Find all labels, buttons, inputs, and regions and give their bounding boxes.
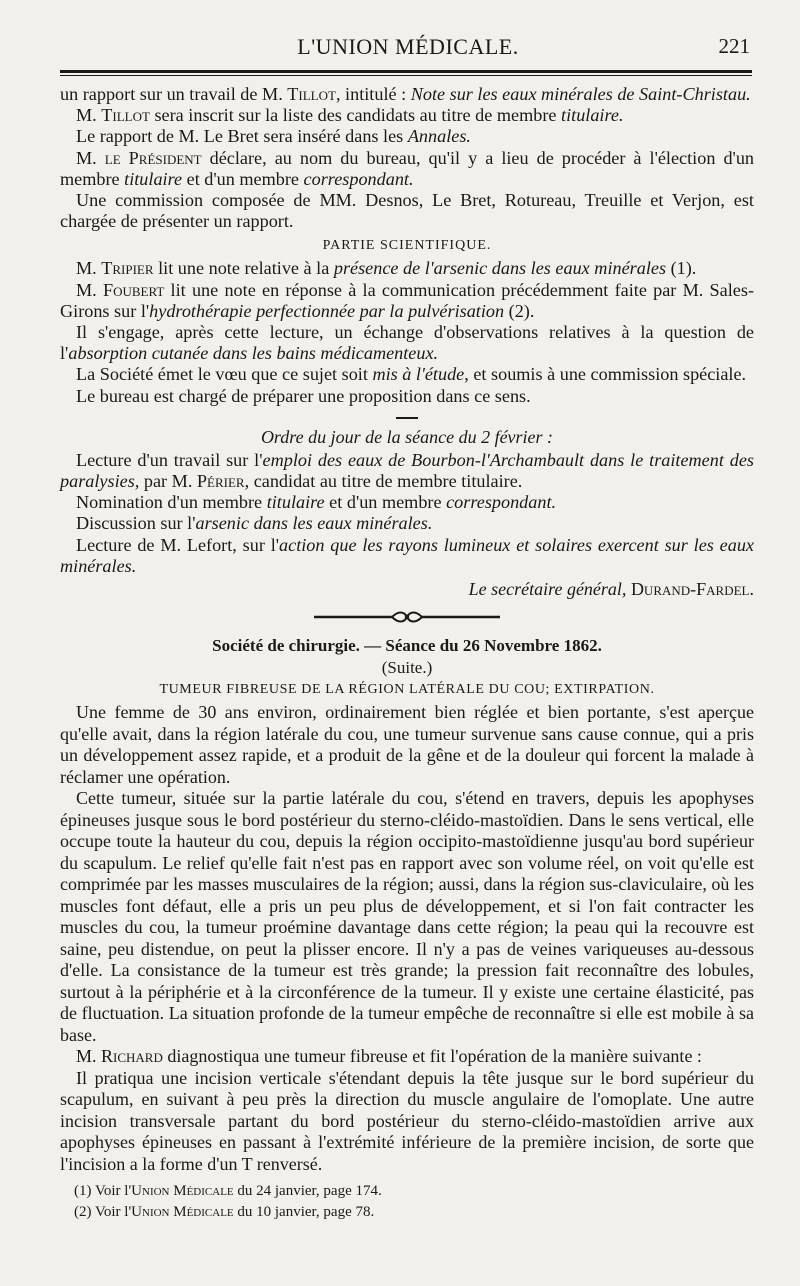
article-heading: TUMEUR FIBREUSE DE LA RÉGION LATÉRALE DU COU; EXTIRPATION. — [159, 682, 655, 698]
footnote-2: (2) Voir l'Union Médicale du 10 janvier, page 78. — [74, 1204, 375, 1221]
page-header — [66, 34, 750, 64]
minutes-paragraph-5: Une commission composée de MM. Desnos, Le Bret, Rotureau, Treuille et Verjon, est chargée de présenter un rapport. — [60, 190, 754, 232]
header-rule-thin — [60, 75, 752, 76]
person-name: Tillot — [287, 84, 336, 104]
article-paragraph-3: M. Richard diagnostiqua une tumeur fibreuse et fit l'opération de la manière suivante : — [76, 1046, 702, 1067]
section-divider — [396, 417, 418, 419]
agenda-item-4: Lecture de M. Lefort, sur l'action que les rayons lumineux et solaires exercent sur les eaux minérales. — [60, 534, 754, 576]
suite-label: (Suite.) — [381, 658, 433, 678]
article-paragraph-1: Une femme de 30 ans environ, ordinairement bien réglée et bien portante, s'est aperçue qu'elle avait, dans la région latérale du cou, une tumeur survenue sans cause connue, qui a pris un développement assez rapide, et a produit de la gêne et de la douleur qui forcent la malade à réclamer une opération. — [60, 702, 754, 787]
agenda-title: Ordre du jour de la séance du 2 février : — [260, 426, 554, 447]
signature: Le secrétaire général, Durand-Fardel. — [468, 579, 754, 600]
ornament-divider — [312, 610, 502, 624]
science-paragraph-5: Le bureau est chargé de préparer une proposition dans ce sens. — [76, 385, 531, 406]
society-title: Société de chirurgie. — Séance du 26 Novembre 1862. — [212, 636, 602, 656]
minutes-paragraph-3: Le rapport de M. Le Bret sera inséré dans les Annales. — [76, 126, 471, 147]
article-paragraph-4: Il pratiqua une incision verticale s'étendant depuis la tête jusque sur le bord supérieur du scapulum, en suivant à peu près la direction du muscle angulaire de l'omoplate. Une autre incision transversale partant du bord postérieur du sterno-cléido-mastoïdien arrive aux apophyses épineuses en passant à l'extrémité inférieure de la première incision, de sorte que l'incision a la forme d'un T renversé. — [60, 1067, 754, 1174]
science-paragraph-1: M. Tripier lit une note relative à la présence de l'arsenic dans les eaux minérales (1). — [76, 258, 697, 279]
section-heading: PARTIE SCIENTIFIQUE. — [322, 238, 492, 254]
header-rule — [60, 70, 752, 73]
minutes-paragraph-2: M. Tillot sera inscrit sur la liste des candidats au titre de membre titulaire. — [76, 105, 624, 126]
agenda-item-1: Lecture d'un travail sur l'emploi des eaux de Bourbon-l'Archambault dans le traitement des paralysies, par M. Périer, candidat au titre de membre titulaire. — [60, 449, 754, 492]
minutes-paragraph-1: un rapport sur un travail de M. Tillot, intitulé : Note sur les eaux minérales de Saint-Christau. — [60, 84, 751, 104]
agenda-item-3: Discussion sur l'arsenic dans les eaux minérales. — [76, 513, 433, 534]
minutes-paragraph-4: M. le Président déclare, au nom du bureau, qu'il y a lieu de procéder à l'élection d'un membre titulaire et d'un membre correspondant. — [60, 147, 755, 189]
page-number: 221 — [718, 34, 750, 58]
article-paragraph-2: Cette tumeur, située sur la partie latérale du cou, s'étend en travers, depuis les apophyses épineuses jusque sous le bord postérieur du sterno-cléido-mastoïdien. Dans le sens vertical, elle occupe toute la hauteur du cou, depuis la région occipito-mastoïdienne jusqu'au bord supérieur du scapulum. Le relief qu'elle fait n'est pas en rapport avec son volume réel, on voit qu'elle est comprimée par les masses musculaires de la région; aussi, dans la région sus-claviculaire, où les muscles font défaut, elle a pris un peu plus de développement, et si l'on fait contracter les muscles du cou, la tumeur proémine davantage dans cette région; la peau qui la recouvre est saine, peu distendue, on peut la plisser encore. Il n'y a pas de veines variqueuses au-dessous d'elle. La consistance de la tumeur est très grande; la pression fait reconnaître des lobules, surtout à la périphérie et à la circonférence de la tumeur. Il y existe une certaine élasticité, pas de fluctuation. La situation profonde de la tumeur empêche de reconnaître si elle est mobile à sa base. — [60, 788, 754, 1045]
page-body — [60, 84, 754, 1223]
work-title: Note sur les eaux minérales de Saint-Christau. — [410, 84, 751, 104]
article-body — [60, 702, 754, 1175]
running-title: L'UNION MÉDICALE. — [297, 34, 519, 59]
footnotes — [60, 1181, 754, 1223]
footnote-1: (1) Voir l'Union Médicale du 24 janvier, page 174. — [74, 1183, 382, 1200]
science-paragraph-2: M. Foubert lit une note en réponse à la communication précédemment faite par M. Sales-Girons sur l'hydrothérapie perfectionnée par la pulvérisation (2). — [60, 279, 755, 321]
science-paragraph-3: Il s'engage, après cette lecture, un échange d'observations relatives à la question de l'absorption cutanée dans les bains médicamenteux. — [60, 322, 754, 364]
science-paragraph-4: La Société émet le vœu que ce sujet soit mis à l'étude, et soumis à une commission spéciale. — [76, 364, 747, 385]
agenda-item-2: Nomination d'un membre titulaire et d'un membre correspondant. — [76, 492, 557, 513]
